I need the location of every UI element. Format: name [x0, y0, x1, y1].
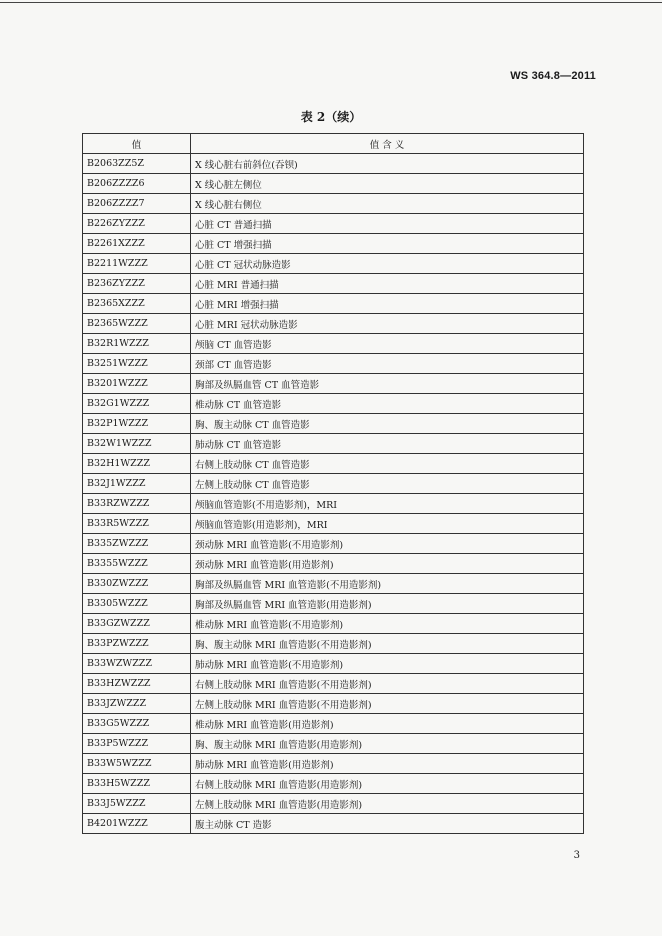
table-row	[83, 514, 584, 534]
code-cell: B33RZWZZZ	[83, 494, 191, 514]
table-row	[83, 254, 584, 274]
table-row	[83, 714, 584, 734]
table-row	[83, 274, 584, 294]
table-row	[83, 154, 584, 174]
meaning-cell: 椎动脉 CT 血管造影	[191, 394, 584, 414]
code-cell: B33WZWZZZ	[83, 654, 191, 674]
table-row	[83, 294, 584, 314]
meaning-cell: 颅脑 CT 血管造影	[191, 334, 584, 354]
meaning-cell: 心脏 CT 普通扫描	[191, 214, 584, 234]
table-row	[83, 794, 584, 814]
table-row	[83, 434, 584, 454]
page-number: 3	[573, 850, 580, 861]
table-row	[83, 754, 584, 774]
meaning-cell: 左侧上肢动脉 CT 血管造影	[191, 474, 584, 494]
table-row	[83, 534, 584, 554]
code-cell: B33JZWZZZ	[83, 694, 191, 714]
standard-code: WS 364.8—2011	[510, 70, 596, 82]
table-row	[83, 574, 584, 594]
meaning-cell: 胸部及纵膈血管 CT 血管造影	[191, 374, 584, 394]
table-row	[83, 694, 584, 714]
table-row	[83, 494, 584, 514]
top-rule	[0, 2, 662, 3]
code-cell: B32J1WZZZ	[83, 474, 191, 494]
table-row	[83, 374, 584, 394]
table-row	[83, 174, 584, 194]
code-cell: B33G5WZZZ	[83, 714, 191, 734]
table-row	[83, 214, 584, 234]
meaning-cell: 肺动脉 MRI 血管造影(不用造影剂)	[191, 654, 584, 674]
code-cell: B3305WZZZ	[83, 594, 191, 614]
table-row	[83, 394, 584, 414]
code-cell: B2365WZZZ	[83, 314, 191, 334]
code-cell: B2211WZZZ	[83, 254, 191, 274]
table-row	[83, 674, 584, 694]
meaning-cell: 腹主动脉 CT 造影	[191, 814, 584, 834]
code-cell: B33PZWZZZ	[83, 634, 191, 654]
code-cell: B2365XZZZ	[83, 294, 191, 314]
table-row	[83, 634, 584, 654]
table-row	[83, 554, 584, 574]
table-row	[83, 234, 584, 254]
meaning-cell: 颈动脉 MRI 血管造影(用造影剂)	[191, 554, 584, 574]
code-table	[82, 133, 584, 834]
code-cell: B32W1WZZZ	[83, 434, 191, 454]
header-value: 值	[83, 134, 191, 154]
code-cell: B335ZWZZZ	[83, 534, 191, 554]
code-cell: B33HZWZZZ	[83, 674, 191, 694]
meaning-cell: 胸部及纵膈血管 MRI 血管造影(用造影剂)	[191, 594, 584, 614]
code-cell: B330ZWZZZ	[83, 574, 191, 594]
code-cell: B2063ZZ5Z	[83, 154, 191, 174]
table-row	[83, 194, 584, 214]
meaning-cell: 颈部 CT 血管造影	[191, 354, 584, 374]
code-cell: B33R5WZZZ	[83, 514, 191, 534]
header-meaning: 值 含 义	[191, 134, 584, 154]
meaning-cell: 椎动脉 MRI 血管造影(用造影剂)	[191, 714, 584, 734]
meaning-cell: 胸、腹主动脉 MRI 血管造影(不用造影剂)	[191, 634, 584, 654]
table-row	[83, 334, 584, 354]
code-cell: B32R1WZZZ	[83, 334, 191, 354]
code-cell: B32P1WZZZ	[83, 414, 191, 434]
table-body	[83, 154, 584, 834]
meaning-cell: 颈动脉 MRI 血管造影(不用造影剂)	[191, 534, 584, 554]
meaning-cell: 颅脑血管造影(不用造影剂)，MRI	[191, 494, 584, 514]
meaning-cell: 心脏 MRI 普通扫描	[191, 274, 584, 294]
code-cell: B226ZYZZZ	[83, 214, 191, 234]
meaning-cell: 颅脑血管造影(用造影剂)，MRI	[191, 514, 584, 534]
code-cell: B33GZWZZZ	[83, 614, 191, 634]
table-row	[83, 354, 584, 374]
code-cell: B3201WZZZ	[83, 374, 191, 394]
meaning-cell: 胸、腹主动脉 CT 血管造影	[191, 414, 584, 434]
meaning-cell: 右侧上肢动脉 MRI 血管造影(不用造影剂)	[191, 674, 584, 694]
meaning-cell: X 线心脏右侧位	[191, 194, 584, 214]
meaning-cell: 左侧上肢动脉 MRI 血管造影(不用造影剂)	[191, 694, 584, 714]
code-cell: B2261XZZZ	[83, 234, 191, 254]
code-cell: B33H5WZZZ	[83, 774, 191, 794]
code-cell: B33W5WZZZ	[83, 754, 191, 774]
code-cell: B32G1WZZZ	[83, 394, 191, 414]
meaning-cell: 心脏 MRI 冠状动脉造影	[191, 314, 584, 334]
table-row	[83, 614, 584, 634]
table-caption: 表 2（续）	[300, 110, 362, 124]
table-row	[83, 734, 584, 754]
table-row	[83, 314, 584, 334]
meaning-cell: 心脏 MRI 增强扫描	[191, 294, 584, 314]
code-cell: B3251WZZZ	[83, 354, 191, 374]
meaning-cell: X 线心脏右前斜位(吞钡)	[191, 154, 584, 174]
table-row	[83, 454, 584, 474]
code-cell: B4201WZZZ	[83, 814, 191, 834]
table-header-row	[83, 134, 584, 154]
meaning-cell: 右侧上肢动脉 MRI 血管造影(用造影剂)	[191, 774, 584, 794]
meaning-cell: X 线心脏左侧位	[191, 174, 584, 194]
table-row	[83, 774, 584, 794]
table-row	[83, 814, 584, 834]
table-row	[83, 414, 584, 434]
table-row	[83, 474, 584, 494]
code-cell: B206ZZZZ6	[83, 174, 191, 194]
code-cell: B33J5WZZZ	[83, 794, 191, 814]
code-cell: B236ZYZZZ	[83, 274, 191, 294]
meaning-cell: 右侧上肢动脉 CT 血管造影	[191, 454, 584, 474]
meaning-cell: 胸、腹主动脉 MRI 血管造影(用造影剂)	[191, 734, 584, 754]
meaning-cell: 心脏 CT 冠状动脉造影	[191, 254, 584, 274]
meaning-cell: 心脏 CT 增强扫描	[191, 234, 584, 254]
table-row	[83, 594, 584, 614]
code-cell: B3355WZZZ	[83, 554, 191, 574]
meaning-cell: 左侧上肢动脉 MRI 血管造影(用造影剂)	[191, 794, 584, 814]
table-row	[83, 654, 584, 674]
meaning-cell: 肺动脉 CT 血管造影	[191, 434, 584, 454]
code-cell: B206ZZZZ7	[83, 194, 191, 214]
code-cell: B32H1WZZZ	[83, 454, 191, 474]
meaning-cell: 胸部及纵膈血管 MRI 血管造影(不用造影剂)	[191, 574, 584, 594]
meaning-cell: 椎动脉 MRI 血管造影(不用造影剂)	[191, 614, 584, 634]
code-cell: B33P5WZZZ	[83, 734, 191, 754]
meaning-cell: 肺动脉 MRI 血管造影(用造影剂)	[191, 754, 584, 774]
